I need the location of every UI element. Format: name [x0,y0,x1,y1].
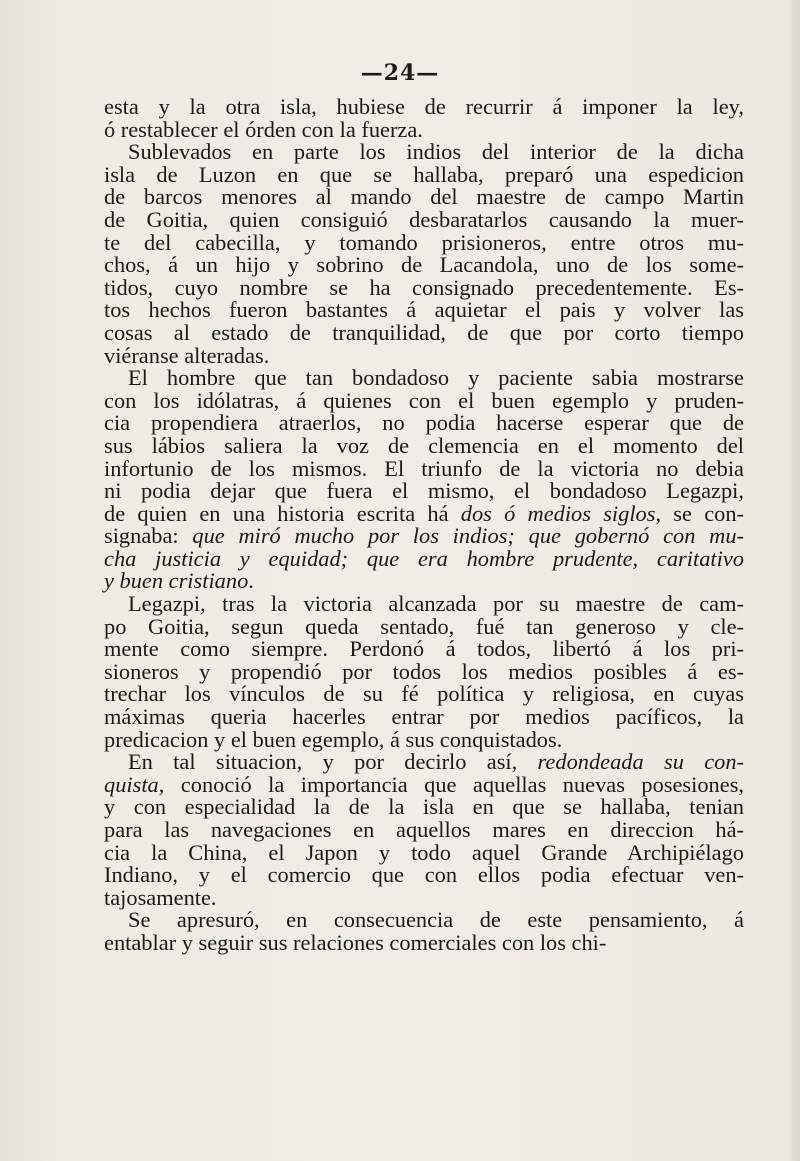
line-text-after: , se con- [655,500,744,526]
text-line [104,839,744,865]
text-line [104,864,744,887]
text-line [104,274,744,300]
text-line [104,455,744,481]
line-text: cia propendiera atraerlos, no podia hacerse esperar que de [104,410,744,436]
line-text: Se apresuró, en consecuencia de este pensamiento, á [128,907,744,933]
line-italic-text: redondeada su con- [537,749,744,775]
line-text: El hombre que tan bondadoso y paciente sabia mostrarse [128,365,744,391]
text-line [104,593,744,616]
text-line [104,141,744,164]
line-text: de barcos menores al mando del maestre de campo Martin [104,184,744,210]
line-text: ni podia dejar que fuera el mismo, el bondadoso Legazpi, [104,478,744,504]
text-line [104,545,744,571]
text-line [104,613,744,639]
line-text: sus lábios saliera la voz de clemencia en el momento del [104,432,744,458]
text-line [104,683,744,706]
line-text: sioneros y propendió por todos los medios posibles á es- [104,658,744,684]
text-line [104,751,744,774]
text-line [104,726,744,752]
text-line [104,909,744,932]
line-text: te del cabecilla, y tomando prisioneros, entre otros mu- [104,229,744,255]
text-line [104,432,744,458]
text-line [104,387,744,413]
text-line [104,367,744,390]
line-italic-text: quista [104,771,159,797]
text-line [104,500,744,526]
text-line [104,319,744,345]
text-line [104,96,744,119]
text-line [104,570,744,593]
text-line [104,206,744,232]
text-line [104,412,744,435]
text-line [104,480,744,503]
line-text: isla de Luzon en que se hallaba, preparó una espedicion [104,161,744,187]
page-number: —24— [360,60,440,86]
text-line [104,525,744,548]
line-text: po Goitia, segun queda sentado, fué tan generoso y cle- [104,613,744,639]
text-line [104,254,744,277]
line-italic-text: dos ó medios siglos [460,500,656,526]
line-text: signaba: [104,523,193,549]
line-text: para las navegaciones en aquellos mares en direccion há- [104,817,744,842]
line-italic-text: cha justicia y equidad; que era hombre prudente, caritativo [104,545,744,571]
text-line [104,299,744,322]
page-edge-shadow [786,0,800,1161]
text-line [104,229,744,255]
line-text-after: , conoció la importancia que aquellas nuevas posesiones, [158,771,744,797]
line-text: cia la China, el Japon y todo aquel Grande Archipiélago [104,839,744,865]
line-text: tajosamente. [104,884,217,910]
text-line [104,658,744,684]
line-text: trechar los vínculos de su fé política y religiosa, en cuyas [104,681,744,707]
line-text: tos hechos fueron bastantes á aquietar el pais y volver las [104,297,744,323]
text-line [104,929,744,955]
text-line [104,186,744,209]
text-line [104,342,744,368]
text-line [104,161,744,187]
body-text [104,96,744,955]
text-line [104,706,744,729]
text-line [104,771,744,797]
line-text: Sublevados en parte los indios del interior de la dicha [128,139,744,165]
line-text: viéranse alteradas. [104,342,270,368]
line-text: de Goitia, quien consiguió desbaratarlos causando la muer- [104,206,744,232]
text-line [104,796,744,819]
line-text: chos, á un hijo y sobrino de Lacandola, uno de los some- [104,252,744,278]
line-text: Indiano, y el comercio que con ellos podia efectuar ven- [104,862,744,888]
line-text: mente como siempre. Perdonó á todos, libertó á los pri- [104,636,744,662]
text-line [104,116,744,142]
text-line [104,884,744,910]
line-text: En tal situacion, y por decirlo así, [128,749,538,775]
line-text: infortunio de los mismos. El triunfo de la victoria no debia [104,455,744,481]
line-text: máximas queria hacerles entrar por medios pacíficos, la [104,704,744,730]
line-text: con los idólatras, á quienes con el buen egemplo y pruden- [104,387,744,413]
line-text: tidos, cuyo nombre se ha consignado precedentemente. Es- [104,274,744,300]
line-text: entablar y seguir sus relaciones comerciales con los chi- [104,929,607,955]
line-text-after: . [248,568,254,594]
line-italic-text: y buen cristiano [104,568,249,594]
line-text: ó restablecer el órden con la fuerza. [104,116,423,142]
line-text: cosas al estado de tranquilidad, de que por corto tiempo [104,319,744,345]
line-text: y con especialidad la de la isla en que se hallaba, tenian [104,794,744,820]
line-text: predicacion y el buen egemplo, á sus conquistados. [104,726,563,752]
line-text: de quien en una historia escrita há [104,500,461,526]
text-line [104,638,744,661]
line-italic-text: que miró mucho por los indios; que gobernó con mu- [192,523,744,549]
line-text: esta y la otra isla, hubiese de recurrir á imponer la ley, [104,94,744,119]
line-text: Legazpi, tras la victoria alcanzada por su maestre de cam- [128,591,744,617]
text-line [104,819,744,842]
